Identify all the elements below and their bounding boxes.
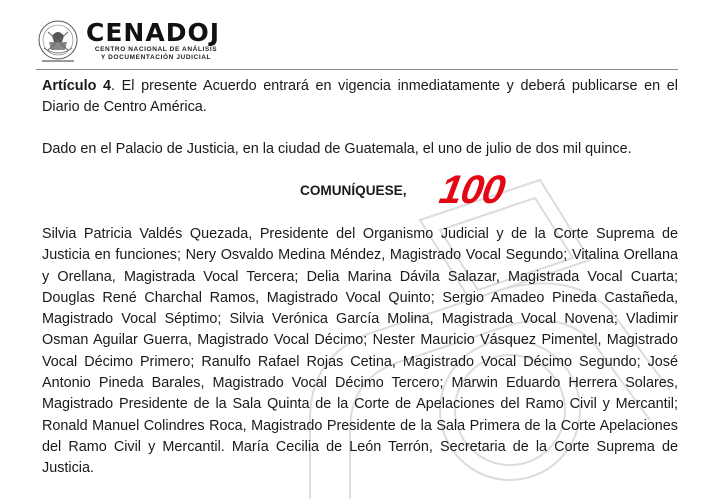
brand-name: CENADOJ	[86, 18, 221, 47]
article-text: . El presente Acuerdo entrará en vigencia inmediatamente y deberá publicarse en el Diario de Centro América.	[42, 78, 678, 116]
guatemala-coat-of-arms-icon	[36, 18, 80, 66]
stamp-number: 100	[436, 168, 508, 212]
dated-paragraph: Dado en el Palacio de Justicia, en la ciudad de Guatemala, el uno de julio de dos mil quince.	[42, 141, 632, 157]
article-paragraph	[42, 76, 678, 119]
cenadoj-header	[36, 16, 266, 68]
communique-heading: COMUNÍQUESE,	[300, 183, 407, 198]
article-label: Artículo 4	[42, 78, 112, 94]
header-divider	[36, 69, 678, 70]
brand-subtitle-1: CENTRO NACIONAL DE ANÁLISIS	[94, 46, 218, 53]
brand-block	[86, 20, 226, 62]
brand-subtitle-2: Y DOCUMENTACIÓN JUDICIAL	[100, 54, 212, 61]
signatories-paragraph: Silvia Patricia Valdés Quezada, Presidente del Organismo Judicial y de la Corte Suprema de Justicia en funciones; Nery Osvaldo Medina Méndez, Magistrado Vocal Segundo; Vitalina Orellana y Orellana, Magistrada Vocal Tercera; Delia Marina Dávila Salazar, Magistrada Vocal Cuarta; Douglas René Charchal Ramos, Magistrado Vocal Quinto; Sergio Amadeo Pineda Castañeda, Magistrado Vocal Séptimo; Silvia Verónica García Molina, Magistrada Vocal Novena; Vladimir Osman Aguilar Guerra, Magistrado Vocal Décimo; Nester Mauricio Vásquez Pimentel, Magistrado Vocal Décimo Primero; Ranulfo Rafael Rojas Cetina, Magistrado Vocal Décimo Segundo; José Antonio Pineda Barales, Magistrado Vocal Décimo Tercero; Marwin Eduardo Herrera Solares, Magistrado Presidente de la Sala Quinta de la Corte de Apelaciones del Ramo Civil y Mercantil; Ronald Manuel Colindres Roca, Magistrado Presidente de la Sala Primera de la Corte Apelaciones del Ramo Civil y Mercantil. María Cecilia de León Terrón, Secretaria de la Corte Suprema de Justicia.	[42, 226, 678, 477]
